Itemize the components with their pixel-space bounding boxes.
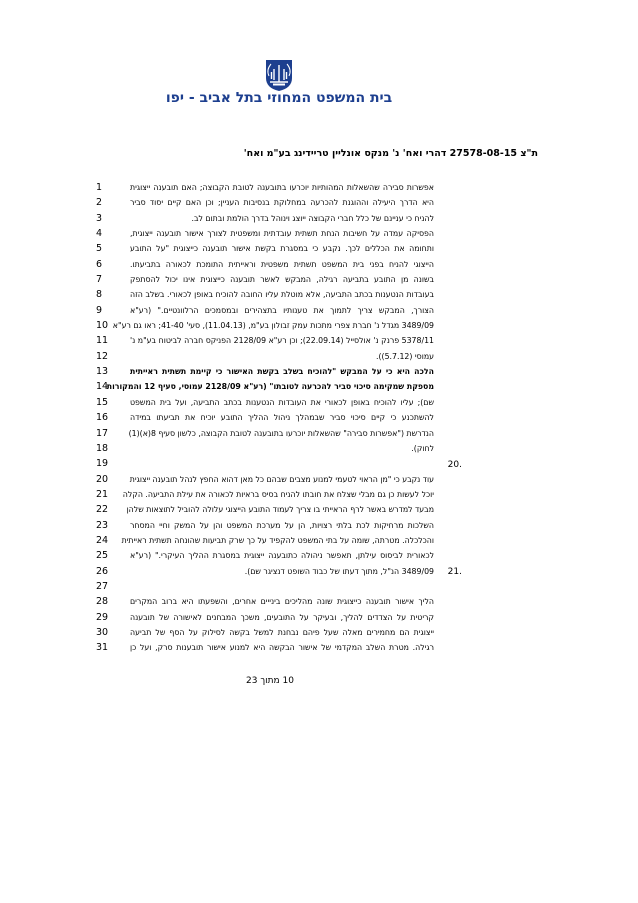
text-line: יוכל לעשות כן גם מבלי שצלח את חובתו להניח בסיס בראיות לכאורה את עילת התביעה. הקלה: [122, 489, 434, 499]
case-title: ת"צ 27578-08-15 דהרי ואח' נ' מנקס אונליין טריידינג בע"מ ואח': [243, 148, 538, 159]
text-line: להניח כי עניינם של כלל חברי הקבוצה ייוצג וינוהל בדרך הולמת ובתום לב.: [191, 213, 434, 223]
line-number: 5: [96, 243, 103, 255]
line-number: 31: [96, 642, 109, 654]
line-number: 30: [96, 626, 109, 638]
text-line: הליך אישור תובענה כייצוגית שונה מהליכים בינייים אחרים, והשפעתו היא ברוב המקרים: [130, 597, 434, 607]
line-number: 6: [96, 258, 103, 270]
text-line: והכלכלה. מטרתה, שומה על בתי המשפט להקפיד על כך שרק תביעות שהונחה תשתית ראייתית: [121, 535, 434, 545]
text-line: בעובדות הנטענות בכתב התביעה, אלא מוטלת עליו החובה להוכיח באופן לכאורי. בשלב הזה: [130, 290, 434, 300]
text-line: [130, 579, 434, 594]
text-line: רגילה. מטרת השלב המקדמי של אישור הבקשה היא למנוע אישור תובענות סרק, ועל כן: [130, 643, 434, 653]
line-number: 28: [96, 596, 109, 608]
text-line: הפסיקה עמדה על חשיבות הנחת תשתית עובדתית ומשפטית לצורך אישור תובענה ייצוגית,: [130, 229, 434, 239]
text-line: הצורך, המבקש צריך לתמוך את טענותיו בתצהירים ובמסמכים הרלוונטיים." (רע"א: [130, 305, 434, 315]
text-line: לחוק).: [411, 443, 434, 453]
line-number: 1: [96, 182, 103, 193]
line-number: 26: [96, 565, 109, 577]
line-number: 3: [96, 212, 103, 224]
text-line: מספקת שמקימה סיכוי סביר להכרעה לטובתו" (רע"א 2128/09 עמוסי, סעיף 12 והמקורות: [106, 382, 434, 392]
text-line: 3489/09 מגדל נ' חברת צפרי מתכות עמק זבולון בע"מ, (11.04.13), סעי' 41-40; ראו גם רע"א: [112, 321, 434, 331]
text-line: עמוסי (5.7.12)).: [376, 351, 434, 361]
line-number: 29: [96, 611, 109, 623]
text-line: [130, 456, 434, 471]
line-number: 2: [96, 197, 103, 209]
line-number: 25: [96, 550, 109, 562]
text-line: בשונה מן התובע בתביעה רגילה, המבקש לאשר תובענה כייצוגית אינו יכול להסתפק: [130, 275, 434, 285]
line-number: 24: [96, 534, 109, 546]
line-number: 12: [96, 350, 109, 362]
text-line: שם); עליו להוכיח באופן לכאורי את העובדות הנטענות בכתב התביעה, ועל בית המשפט: [130, 397, 434, 407]
paragraph-number: 20.: [447, 460, 462, 470]
text-line: השלכות מרחיקות לכת בלתי רצויות, הן על מערכת המשפט והן על המשק וחיי המסחר: [130, 520, 434, 530]
line-number: 17: [96, 427, 109, 439]
line-number: 8: [96, 289, 103, 301]
document-body: [106, 180, 435, 656]
text-line: להשתכנע כי קיים סיכוי סביר שבמהלך ניהול ההליך התובע יוכיח את תביעתו במידה: [130, 413, 434, 423]
line-number: 7: [96, 274, 103, 286]
line-number: 20: [96, 473, 109, 485]
line-number: 23: [96, 519, 109, 531]
text-line: לכאורית לביסוס עילתן, תאפשר ניהולה כתובענה ייצוגית במסגרת ההליך העיקרי." (רע"א: [130, 551, 434, 561]
line-number: 13: [96, 366, 109, 378]
paragraph-number: 21.: [447, 567, 462, 577]
line-number: 27: [96, 580, 109, 592]
line-number: 11: [96, 335, 109, 347]
text-line: מבעד למדרש באשר לרף הראייתי בו צריך לעמוד התובע הייצוגי עלולה להוביל לתוצאות שלהן: [126, 505, 434, 515]
state-emblem-icon: [262, 58, 296, 92]
text-line: ותחומה את הכללים לכך. נקבע כי במסגרת בקשת אישור תובענה כייצוגית "על התובע: [130, 244, 434, 254]
line-number: 4: [96, 228, 103, 240]
line-number: 10: [96, 320, 109, 332]
line-number: 18: [96, 442, 109, 454]
line-number: 19: [96, 458, 109, 470]
text-line: אפשרות סבירה שהשאלות המהותיות יוכרעו בתובענה לטובת הקבוצה; האם תובענה ייצוגית: [130, 183, 434, 192]
text-line: 3489/09 הנ"ל, מתוך דעתו של כבוד השופט דנציגר שם).: [244, 566, 434, 576]
page-indicator: 10 מתוך 23: [246, 676, 294, 686]
text-line: 5378/11 פרנק נ' אולסייל (22.09.14); וכן רע"א 2128/09 הפניקס חברה לביטוח בע"מ נ': [130, 336, 435, 346]
text-line: הנדרשת ("אפשרות סבירה" שהשאלות יוכרעו בתובענה לטובת הקבוצה, כלשון סעיף 8(א)(1): [128, 428, 434, 438]
text-line: הייצוגי להניח בפני בית המשפט תשתית משפטית וראייתית התומכת לכאורה בתביעתו.: [130, 259, 434, 269]
text-line: היא הדרך היעילה וההוגנת להכרעה במחלוקת בנסיבות העניין; וכן האם קיים יסוד סביר: [130, 198, 434, 208]
line-number: 16: [96, 412, 109, 424]
court-name: בית המשפט המחוזי בתל אביב - יפו: [165, 90, 393, 106]
line-number: 9: [96, 304, 103, 316]
line-number: 14: [96, 381, 109, 393]
text-line: הלכה היא כי על המבקש "להוכיח בשלב בקשת האישור כי קיימת תשתית ראייתית: [130, 367, 434, 377]
line-number: 15: [96, 396, 109, 408]
text-line: ייצוגית הם מחמירים מאלה שעל פיהם נבחנת למשל בקשה לסילוק על הסף של תביעה: [130, 627, 434, 637]
line-number: 22: [96, 504, 109, 516]
line-number: 21: [96, 488, 109, 500]
text-line: קריטית על הצדדים להליך, ובעיקר על התובעים, משכך המבחנים לאישורה של תובענה: [130, 612, 434, 622]
text-line: עוד נקבע כי "מן הראוי לטעמי למנוע מצבים שבהם כל מאן דהוא החפץ לנהל תובענה ייצוגית: [129, 474, 434, 484]
line-number-column: [96, 180, 120, 656]
